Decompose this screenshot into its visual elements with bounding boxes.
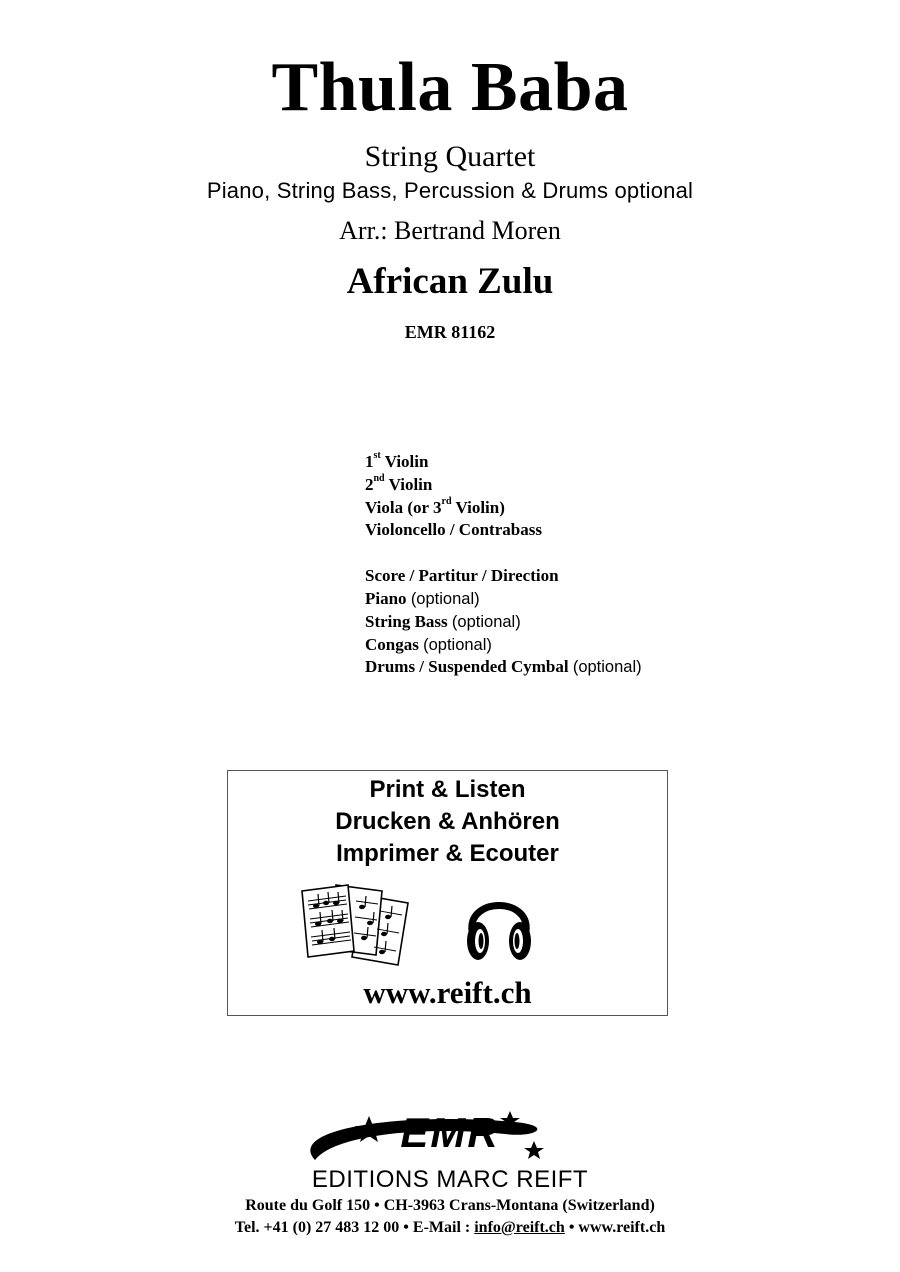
arranger: Arr.: Bertrand Moren: [339, 216, 561, 245]
promo-url[interactable]: www.reift.ch: [363, 975, 532, 1010]
parts-list: [365, 451, 642, 679]
sheet-music-icon: [300, 881, 412, 972]
part-viola: Viola (or 3rd Violin): [365, 495, 505, 517]
publisher-contact: Tel. +41 (0) 27 483 12 00 • E-Mail : info@reift.ch • www.reift.ch: [234, 1219, 666, 1236]
part-violin-2: 2nd Violin: [365, 473, 433, 494]
website-link[interactable]: • www.reift.ch: [564, 1219, 666, 1236]
part-drums: Drums / Suspended Cymbal (optional): [365, 657, 642, 677]
part-cello: Violoncello / Contrabass: [365, 520, 542, 540]
part-score: Score / Partitur / Direction: [365, 566, 559, 586]
promo-line-french: Imprimer & Ecouter: [336, 840, 559, 867]
publisher-address: Route du Golf 150 • CH-3963 Crans-Montana (Switzerland): [245, 1197, 655, 1214]
part-piano: Piano (optional): [365, 588, 480, 608]
part-string-bass: String Bass (optional): [365, 611, 521, 631]
genre-heading: African Zulu: [346, 261, 554, 302]
print-listen-box: [227, 770, 668, 1016]
headphones-icon: [464, 883, 534, 968]
publisher-name: EDITIONS MARC REIFT: [311, 1166, 589, 1193]
emr-logo-wordmark: EMR: [400, 1109, 500, 1156]
part-congas: Congas (optional): [365, 634, 492, 654]
promo-line-english: Print & Listen: [369, 776, 526, 803]
promo-line-german: Drucken & Anhören: [335, 808, 560, 835]
page-title: Thula Baba: [271, 49, 629, 126]
email-link[interactable]: info@reift.ch: [474, 1219, 565, 1236]
part-violin-1: 1st Violin: [365, 450, 429, 471]
catalog-number: EMR 81162: [404, 322, 496, 342]
instrumentation-note: Piano, String Bass, Percussion & Drums optional: [206, 178, 694, 203]
subtitle: String Quartet: [364, 140, 536, 173]
